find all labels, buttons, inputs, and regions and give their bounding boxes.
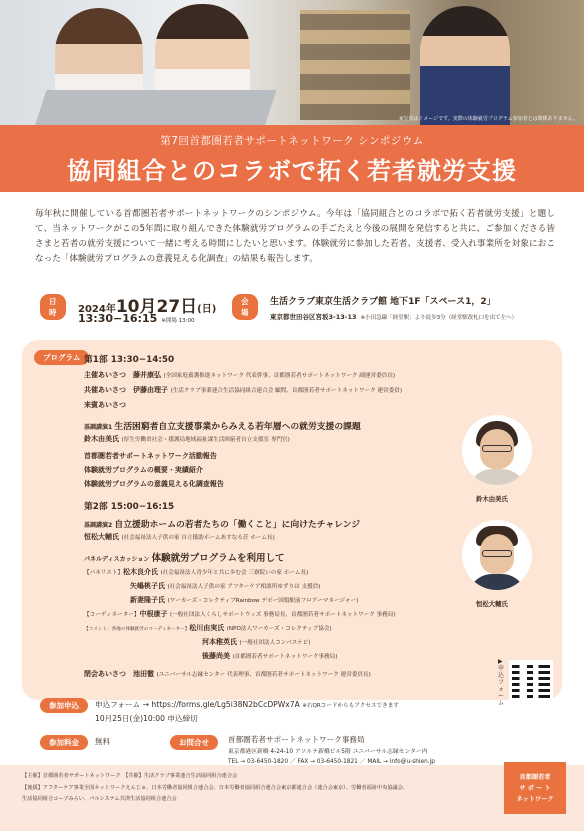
event-subtitle: 第7回首都圏若者サポートネットワーク シンポジウム <box>160 135 424 147</box>
host1-name: 藤井康弘 <box>133 371 161 379</box>
coordinator-row <box>84 609 396 619</box>
commenter1-name: 松川由実氏 <box>189 624 225 632</box>
arrow-icon: → <box>142 700 149 709</box>
talk1-row <box>84 419 361 432</box>
part2-heading: 第2部 15:00−16:15 <box>84 502 175 512</box>
closing-row <box>84 669 371 679</box>
apply-label: 参加申込 <box>40 698 88 713</box>
logo-line-2: サ ポ ー ト <box>519 785 551 792</box>
panelist1-row <box>84 567 308 577</box>
speaker-photo-tsunematsu <box>462 520 532 590</box>
panelist2-aff: (社会福祉法人子供の家 アフターケア相談所ゆずりは 支援員) <box>167 584 321 590</box>
speaker-caption-suzuki: 鈴木由美氏 <box>476 495 508 503</box>
event-time <box>78 312 194 325</box>
apply-form-row <box>95 699 399 710</box>
title-band <box>0 125 584 192</box>
event-time-range: 13:30−16:15 <box>78 312 158 325</box>
commenter3-aff: (首都圏若者サポートネットワーク事務局) <box>232 654 338 660</box>
panelist3-name: 新妻隆子氏 <box>130 596 165 604</box>
org-logo <box>504 762 566 814</box>
intro-text: 毎年秋に開催している首都圏若者サポートネットワークのシンポジウム。今年は「協同組合とのコラボで拓く若者就労支援」と題して、当ネットワークがこの5年間に取り組んできた体験就労プログラムの手ごたえと今後の展開を発信すると共に、ご参加くださる皆さまと若者の就労支援について一緒に考える時間にしたいと思います。体験就労に参加した若者、支援者、受入れ事業所を対象におこなった「体験就労プログラムの意義見える化調査」の結果も報告します。 <box>35 209 555 264</box>
commenter2-row <box>202 637 310 647</box>
footer-supporters: 【後援】アフターケア事業全国ネットワークえんじゅ、日本労働者協同組合連合会、日本労働者協同組合連合会東京都連合会（連合会東京）、労働者福祉中央協議会、 <box>22 785 409 791</box>
coordinator-tag: 【コーディネーター】 <box>84 612 140 618</box>
panel-title: 体験就労プログラムを利用して <box>151 553 285 564</box>
apply-form-label: 申込フォーム <box>95 700 141 709</box>
commenter1-row <box>84 623 332 633</box>
event-month-day: 10月27日 <box>115 297 198 317</box>
event-year: 2024年 <box>78 304 116 315</box>
panel-row <box>84 550 284 564</box>
commenter1-aff: (NPO法人ワーカーズ・コレクティブ協会) <box>226 626 332 632</box>
contact-section <box>170 735 218 750</box>
program-panel <box>22 340 562 700</box>
fee-value: 無料 <box>95 737 111 746</box>
part1-heading: 第1部 13:30−14:50 <box>84 355 175 365</box>
talk1-title: 生活困窮者自立支援事業からみえる若年層への就労支援の課題 <box>114 422 361 432</box>
talk2-row <box>84 517 360 530</box>
contact-address: 東京都港区新橋 4-24-10 アソルテ新橋ビル5階 ユニバーサル志縁センター内 <box>228 749 428 755</box>
talk1-speaker-row <box>84 434 290 444</box>
man-figure <box>420 6 510 125</box>
talk1-speaker: 鈴木由美氏 <box>84 435 119 443</box>
photo-caption: ※写真はイメージです。実際の体験就労プログラム参加者とは関係ありません。 <box>399 116 578 122</box>
report1: 首都圏若者サポートネットワーク活動報告 <box>84 452 217 460</box>
closing-name: 池田徹 <box>133 670 154 678</box>
open-note: ※開場 13:00 <box>161 318 195 324</box>
host2-row <box>84 385 402 395</box>
commenter2-aff: (一般社団法人コンパスナビ) <box>239 640 311 646</box>
program-label: プログラム <box>34 350 89 365</box>
host1-role: 主催あいさつ <box>84 371 126 379</box>
host1-row <box>84 370 395 380</box>
contact-label: お問合せ <box>170 735 218 750</box>
store-shelf <box>300 10 410 120</box>
panelist2-name: 矢嶋桃子氏 <box>130 582 165 590</box>
qr-note: ※右QRコードからもアクセスできます <box>302 703 399 709</box>
talk2-label: 基調講演2 <box>84 522 113 529</box>
talk2-aff: (社会福祉法人子供の家 自立援助ホームあすなろ荘 ホーム長) <box>121 535 275 541</box>
venue-address-text: 東京都世田谷区宮坂3-13-13 <box>270 313 357 321</box>
panelist3-row <box>130 595 358 605</box>
commenter3-row <box>202 651 337 661</box>
panelist-tag: 【パネリスト】 <box>84 570 124 576</box>
talk1-label: 基調講演1 <box>84 424 113 431</box>
speaker-caption-tsunematsu: 恒松大輔氏 <box>476 600 508 608</box>
panelist1-name: 松木良介氏 <box>123 568 159 576</box>
commenter2-name: 河本稚英氏 <box>202 638 237 646</box>
host2-name: 伊藤由理子 <box>133 386 168 394</box>
logo-line-3: ネットワーク <box>516 796 554 803</box>
event-weekday: (日) <box>197 304 217 315</box>
contact-tel: TEL → 03-6450-1820 ／ FAX → 03-6450-1821 ／ MAIL → info@u-shien.jp <box>228 759 435 765</box>
venue-address <box>270 312 517 321</box>
speaker-photo-suzuki <box>462 415 532 485</box>
talk2-speaker: 恒松大輔氏 <box>84 533 119 541</box>
talk2-speaker-row <box>84 532 275 542</box>
host2-role: 共催あいさつ <box>84 386 126 394</box>
coordinator-name: 中根康子 <box>139 610 168 618</box>
commenter3-name: 後藤尚美 <box>202 652 230 660</box>
report2: 体験就労プログラムの概要・実績紹介 <box>84 466 203 474</box>
comment-tag: 【コメント：各地の体験就労のコーディネーター】 <box>84 627 190 632</box>
qr-code[interactable] <box>509 660 553 704</box>
laptop-shape <box>34 90 277 125</box>
apply-url-link[interactable]: https://forms.gle/Lg5i38N2bCcDPWx7A <box>151 700 300 709</box>
panelist2-row <box>130 581 320 591</box>
footer-organizers: 【主催】首都圏若者サポートネットワーク 【共催】生活クラブ事業連合生活協同組合連合会 <box>22 773 238 779</box>
logo-line-1: 首都圏若者 <box>519 774 551 781</box>
apply-section <box>40 698 88 713</box>
date-label: 日時 <box>40 294 66 320</box>
footer <box>0 765 584 831</box>
venue-name: 生活クラブ東京生活クラブ館 地下1F「スペース1，2」 <box>270 297 496 307</box>
coordinator-aff: (一般社団法人くらしサポートウィズ 事務局長、首都圏若者サポートネットワーク 事務局) <box>169 612 396 618</box>
venue-access: ※小田急線「経堂駅」より徒歩3分（経堂駅改札口を出て左へ） <box>360 315 518 321</box>
report3: 体験就労プログラムの意義見える化調査報告 <box>84 480 224 488</box>
talk2-title: 自立援助ホームの若者たちの「働くこと」に向けたチャレンジ <box>114 520 361 530</box>
closing-aff: (ユニバーサル志縁センター 代表理事、首都圏若者サポートネットワーク 運営委員長) <box>156 672 371 678</box>
apply-deadline: 10月25日(金)10:00 申込締切 <box>95 714 198 723</box>
panelist1-aff: (社会福祉法人青少年と共に歩む会 三寮院いの家 ホーム長) <box>160 570 309 576</box>
panelist3-aff: (ワーカーズ・コレクティブRainbow デポー国領駅前フロアーマネージャー) <box>167 598 359 604</box>
closing-role: 閉会あいさつ <box>84 670 126 678</box>
fee-section <box>40 735 88 750</box>
hero-photo <box>0 0 584 125</box>
qr-side-label: ▶申込フォーム <box>498 658 505 707</box>
fee-label: 参加料金 <box>40 735 88 750</box>
venue-label: 会場 <box>232 294 258 320</box>
contact-org: 首都圏若者サポートネットワーク事務局 <box>228 735 365 744</box>
page-title: 協同組合とのコラボで拓く若者就労支援 <box>67 157 517 185</box>
host1-aff: (全国家庭養護推進ネットワーク 代表幹事、首都圏若者サポートネットワーク 副運営委員長) <box>163 373 396 379</box>
host3-row: 来賓あいさつ <box>84 401 126 409</box>
footer-supporters-cont: 生活協同組合コープみらい、パルシステム共済生活協同組合連合会 <box>22 796 177 802</box>
panel-label: パネルディスカッション <box>84 556 150 563</box>
host2-aff: (生活クラブ事業連合生活協同組合連合会 顧問、首都圏若者サポートネットワーク 運営委員) <box>170 388 403 394</box>
talk1-aff: (厚生労働省社会・援護局地域福祉課生活困窮者自立支援室 専門官) <box>121 437 290 443</box>
